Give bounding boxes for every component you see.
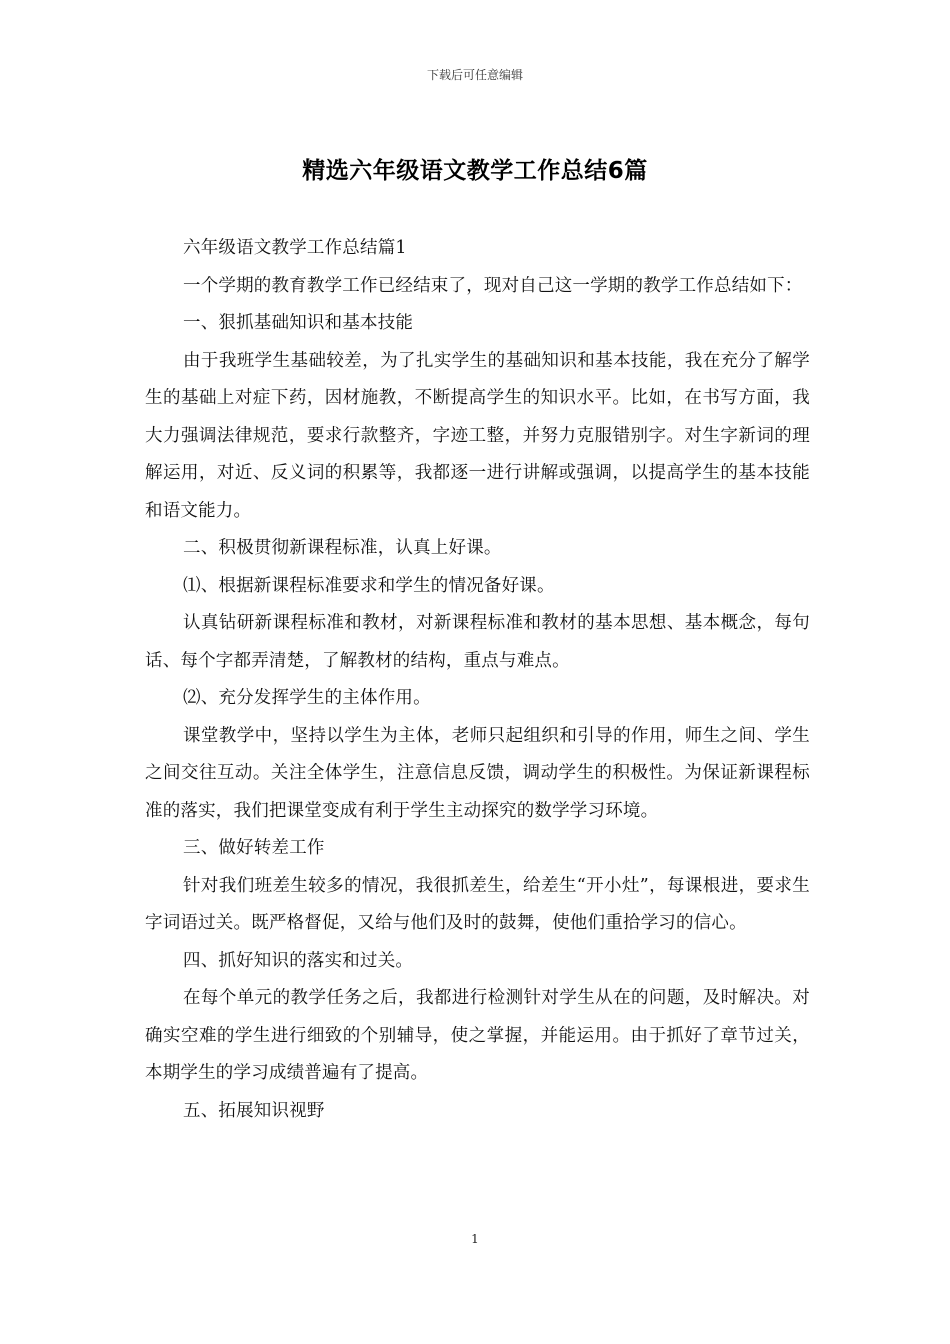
header-note: 下载后可任意编辑 [426,68,523,82]
section-heading: 五、拓展知识视野 [183,1100,325,1121]
body-paragraph: 在每个单元的教学任务之后，我都进行检测针对学生从在的问题，及时解决。对确实空难的学生进行细致的个别辅导，使之掌握，并能运用。由于抓好了章节过关，本期学生的学习成绩普遍有了提高。 [145,988,810,1083]
section-heading: 一、狠抓基础知识和基本技能 [183,313,414,333]
body-paragraph: 课堂教学中，坚持以学生为主体，老师只起组织和引导的作用，师生之间、学生之间交往互动。关注全体学生，注意信息反馈，调动学生的积极性。为保证新课程标准的落实，我们把课堂变成有利于学生主动探究的数学学习环境。 [145,725,810,821]
page-number: 1 [471,1232,479,1246]
sub-heading: ⑴、根据新课程标准要求和学生的情况备好课。 [183,575,555,596]
section-heading: 二、积极贯彻新课程标准，认真上好课。 [183,538,502,558]
body-paragraph: 一个学期的教育教学工作已经结束了，现对自己这一学期的教学工作总结如下： [183,275,803,296]
section-heading: 四、抓好知识的落实和过关。 [183,950,414,971]
section-heading: 三、做好转差工作 [183,838,325,858]
body-paragraph: 由于我班学生基础较差，为了扎实学生的基础知识和基本技能，我在充分了解学生的基础上对症下药，因材施教，不断提高学生的知识水平。比如，在书写方面，我大力强调法律规范，要求行款整齐，字迹工整，并努力克服错别字。对生字新词的理解运用，对近、反义词的积累等，我都逐一进行讲解或强调，以提高学生的基本技能和语文能力。 [145,350,810,521]
body-paragraph: 认真钻研新课程标准和教材，对新课程标准和教材的基本思想、基本概念，每句话、每个字都弄清楚，了解教材的结构，重点与难点。 [145,613,810,671]
sub-heading: ⑵、充分发挥学生的主体作用。 [183,688,431,708]
document-title: 精选六年级语文教学工作总结6篇 [302,158,648,184]
section-heading: 六年级语文教学工作总结篇1 [183,238,407,258]
body-paragraph: 针对我们班差生较多的情况，我很抓差生，给差生“开小灶”，每课根进，要求生字词语过关。既严格督促，又给与他们及时的鼓舞，使他们重拾学习的信心。 [145,875,810,933]
document-body [145,230,810,1130]
